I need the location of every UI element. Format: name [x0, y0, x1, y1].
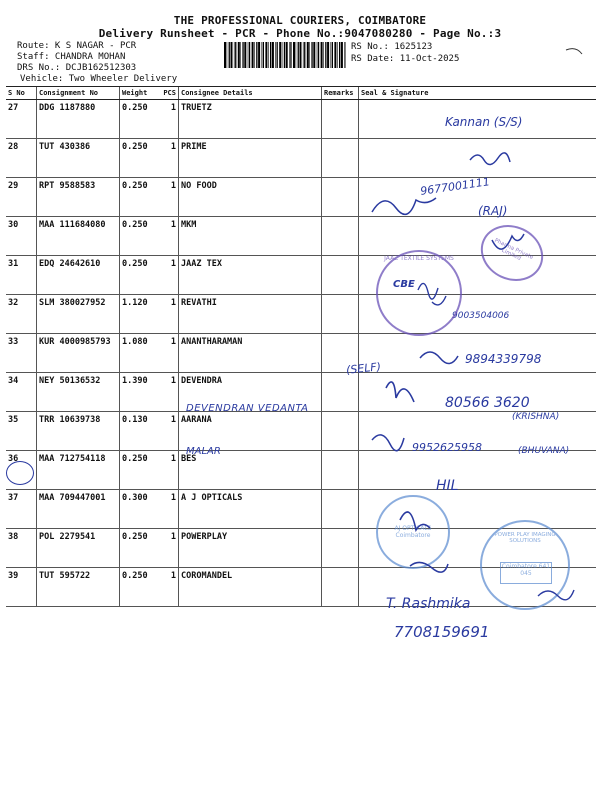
cell-weight: 0.300: [120, 490, 161, 529]
col-remarks: Remarks: [322, 87, 359, 100]
cell-consignment: MAA 712754118: [37, 451, 120, 490]
stamp-power-play-city: Coimbatore 641 045: [500, 562, 552, 584]
cell-consignment: DDG 1187880: [37, 100, 120, 139]
rs-date: RS Date: 11-Oct-2025: [351, 54, 460, 64]
cell-pcs: 1: [160, 139, 179, 178]
rs-number: RS No.: 1625123: [351, 42, 433, 52]
stamp-power-play-text: POWER PLAY IMAGING SOLUTIONS: [494, 532, 556, 544]
cell-pcs: 1: [160, 529, 179, 568]
cell-consignment: POL 2279541: [37, 529, 120, 568]
name-row39: T. Rashmika: [386, 596, 471, 612]
cell-sno: 34: [6, 373, 37, 412]
phone-row34: 80566 3620: [445, 395, 530, 411]
cell-consignment: NEY 50136532: [37, 373, 120, 412]
name-row29: (RAJ): [478, 204, 508, 218]
cell-consignment: TUT 595722: [37, 568, 120, 607]
cell-pcs: 1: [160, 334, 179, 373]
cell-pcs: 1: [160, 295, 179, 334]
name-row35: (BHUVANA): [518, 446, 570, 456]
cell-weight: 1.080: [120, 334, 161, 373]
cell-sno: 27: [6, 100, 37, 139]
cell-sno: 31: [6, 256, 37, 295]
cell-sno: 38: [6, 529, 37, 568]
cell-consignee: COROMANDEL: [179, 568, 322, 607]
cell-sno: 30: [6, 217, 37, 256]
cell-sno: 36: [6, 451, 37, 490]
cell-sno: 32: [6, 295, 37, 334]
cell-consignee: A J OPTICALS: [179, 490, 322, 529]
cell-pcs: 1: [160, 490, 179, 529]
col-consignee: Consignee Details: [179, 87, 322, 100]
handwritten-row36: HIL: [436, 478, 459, 494]
cell-pcs: 1: [160, 217, 179, 256]
col-seal: Seal & Signature: [359, 87, 597, 100]
cell-pcs: 1: [160, 451, 179, 490]
cell-weight: 0.250: [120, 568, 161, 607]
cell-consignee: PRIME: [179, 139, 322, 178]
cell-consignee: POWERPLAY: [179, 529, 322, 568]
col-weight: Weight: [120, 87, 161, 100]
cell-weight: 0.250: [120, 217, 161, 256]
phone-row33: 9894339798: [465, 352, 542, 366]
cell-consignee: MKM: [179, 217, 322, 256]
cell-consignee: AARANA: [179, 412, 322, 451]
name-row34: (KRISHNA): [512, 412, 560, 422]
cell-pcs: 1: [160, 568, 179, 607]
cell-weight: 1.120: [120, 295, 161, 334]
cell-consignee: TRUETZ: [179, 100, 322, 139]
signature-row27: Kannan (S/S): [445, 115, 523, 129]
cell-sno: 33: [6, 334, 37, 373]
cell-consignee: NO FOOD: [179, 178, 322, 217]
handwritten-row34: DEVENDRAN VEDANTA: [186, 403, 309, 414]
cell-sno: 28: [6, 139, 37, 178]
phone-row35: 9952625958: [412, 441, 482, 454]
cell-weight: 0.250: [120, 529, 161, 568]
col-sno: S No: [6, 87, 37, 100]
cell-weight: 0.130: [120, 412, 161, 451]
route-label: Route: K S NAGAR - PCR: [17, 41, 137, 51]
cell-consignment: EDQ 24642610: [37, 256, 120, 295]
cell-pcs: 1: [160, 178, 179, 217]
cell-consignee: DEVENDRA: [179, 373, 322, 412]
cell-weight: 0.250: [120, 451, 161, 490]
drs-number: DRS No.: DCJB162512303: [17, 63, 137, 73]
cell-consignment: KUR 4000985793: [37, 334, 120, 373]
cell-weight: 0.250: [120, 139, 161, 178]
cell-sno: 39: [6, 568, 37, 607]
cell-consignee: JAAZ TEX: [179, 256, 322, 295]
stamp-aj-text: AJ OPTICALS Coimbatore: [394, 525, 432, 539]
col-consignment: Consignment No: [37, 87, 120, 100]
cell-weight: 0.250: [120, 178, 161, 217]
cell-consignment: MAA 709447001: [37, 490, 120, 529]
phone-row39: 7708159691: [394, 623, 490, 641]
cell-weight: 0.250: [120, 256, 161, 295]
vehicle-label: Vehicle: Two Wheeler Delivery: [20, 74, 178, 84]
handwritten-row35: MALAR: [186, 446, 221, 457]
cell-weight: 1.390: [120, 373, 161, 412]
cell-consignment: MAA 111684080: [37, 217, 120, 256]
staff-label: Staff: CHANDRA MOHAN: [17, 52, 126, 62]
cell-consignee: REVATHI: [179, 295, 322, 334]
stamp-text-row31: CBE: [393, 279, 415, 290]
stamp-pharma-text: Pharma Private Limited: [493, 237, 534, 262]
cell-pcs: 1: [160, 256, 179, 295]
cell-consignment: SLM 380027952: [37, 295, 120, 334]
cell-weight: 0.250: [120, 100, 161, 139]
cell-consignment: TRR 10639738: [37, 412, 120, 451]
cell-consignment: RPT 9588583: [37, 178, 120, 217]
cell-sno: 37: [6, 490, 37, 529]
cell-consignee: ANANTHARAMAN: [179, 334, 322, 373]
self-row33: (SELF): [345, 360, 382, 377]
phone-row29: 9677001111: [419, 175, 491, 198]
cell-pcs: 1: [160, 412, 179, 451]
cell-sno: 29: [6, 178, 37, 217]
runsheet-subtitle: Delivery Runsheet - PCR - Phone No.:9047080280 - Page No.:3: [98, 27, 502, 40]
cell-sno: 35: [6, 412, 37, 451]
stamp-jaaz-text: JAAZ TEXTILE SYSTEMS: [384, 255, 454, 262]
runsheet-title: THE PROFESSIONAL COURIERS, COIMBATORE: [173, 14, 427, 27]
cell-consignment: TUT 430386: [37, 139, 120, 178]
cell-pcs: 1: [160, 100, 179, 139]
cell-consignee: BES: [179, 451, 322, 490]
phone-row32: 9003504006: [452, 311, 510, 321]
col-pcs: PCS: [160, 87, 179, 100]
cell-pcs: 1: [160, 373, 179, 412]
